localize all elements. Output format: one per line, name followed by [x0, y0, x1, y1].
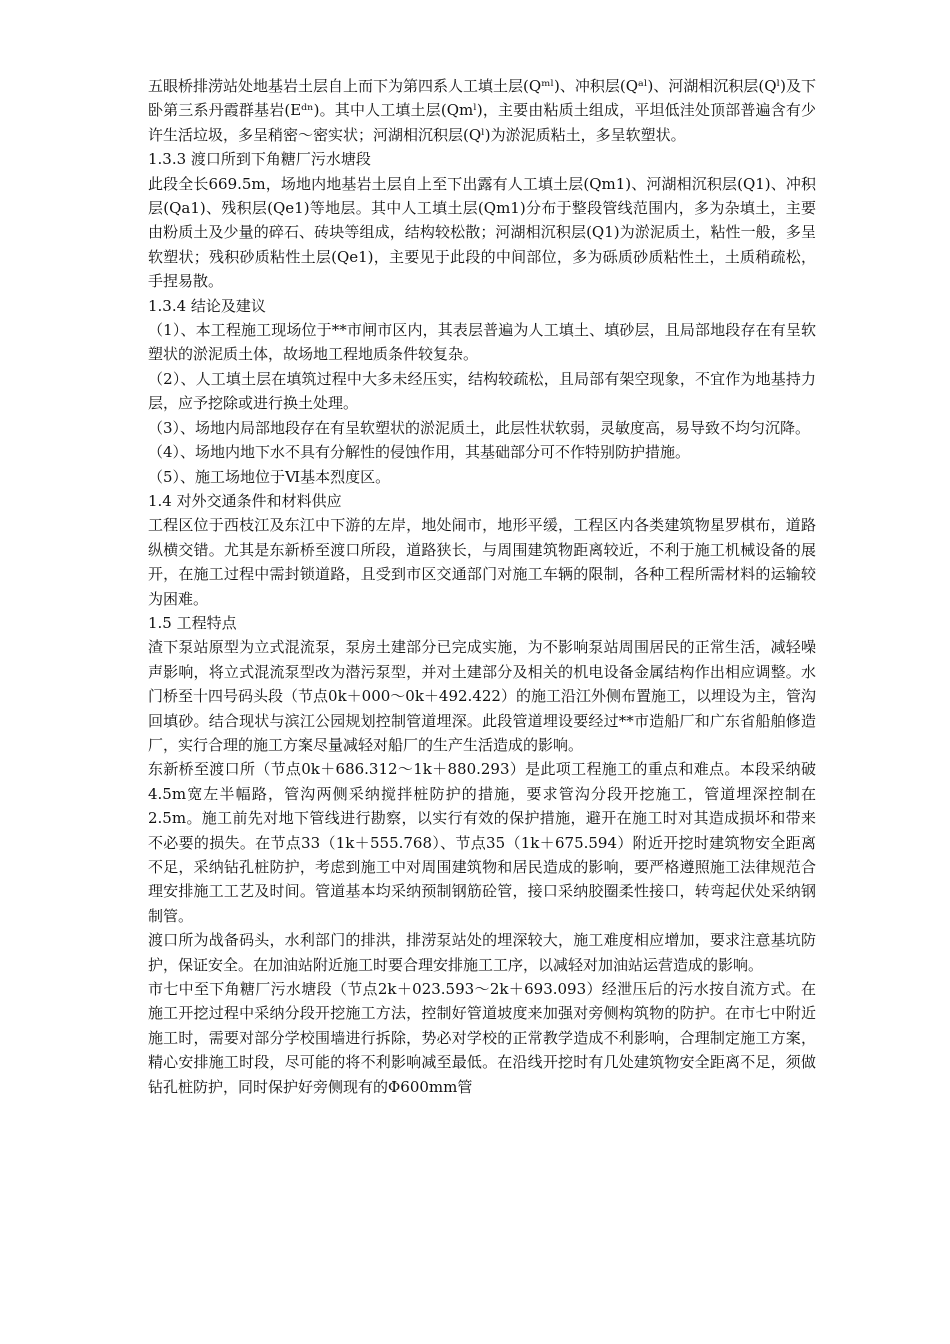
paragraph-pump-station: 渣下泵站原型为立式混流泵，泵房土建部分已完成实施，为不影响泵站周围居民的正常生活，减轻噪声影响，将立式混流泵型改为潜污泵型，并对土建部分及相关的机电设备金属结构作出相应调整。水门桥至十四号码头段（节点0k＋000～0k＋492.422）的施工沿江外侧布置施工，以埋设为主，管沟回填砂。结合现状与滨江公园规划控制管道埋深。此段管道埋设要经过**市造船厂和广东省船舶修造厂，实行合理的施工方案尽量减轻对船厂的生产生活造成的影响。	[148, 638, 816, 754]
conclusion-item-1: （1）、本工程施工现场位于**市闸市区内，其表层普遍为人工填土、填砂层，且局部地段存在有呈软塑状的淤泥质土体，故场地工程地质条件较复杂。	[148, 321, 816, 364]
conclusion-item-3: （3）、场地内局部地段存在有呈软塑状的淤泥质土，此层性状软弱，灵敏度高，易导致不均匀沉降。	[148, 418, 811, 437]
conclusion-item-4: （4）、场地内地下水不具有分解性的侵蚀作用，其基础部分可不作特别防护措施。	[148, 443, 691, 462]
paragraph-dongxinqiao: 东新桥至渡口所（节点0k＋686.312～1k＋880.293）是此项工程施工的重点和难点。本段采纳破4.5m宽左半幅路，管沟两侧采纳搅拌桩防护的措施，要求管沟分段开挖施工，管道埋深控制在2.5m。施工前先对地下管线进行勘察，以实行有效的保护措施，避开在施工时对其造成损坏和带来不必要的损失。在节点33（1k＋555.768）、节点35（1k＋675.594）附近开挖时建筑物安全距离不足，采纳钻孔桩防护，考虑到施工中对周围建筑物和居民造成的影响，要严格遵照施工法律规范合理安排施工工艺及时间。管道基本均采纳预制钢筋砼管，接口采纳胶圈柔性接口，转弯起伏处采纳钢制管。	[148, 760, 816, 925]
paragraph-dukousuo-segment: 此段全长669.5m，场地内地基岩土层自上至下出露有人工填土层(Qm1)、河湖相沉积层(Q1)、冲积层(Qa1)、残积层(Qe1)等地层。其中人工填土层(Qm1)分布于整段管线范围内，多为杂填土，主要由粉质土及少量的碎石、砖块等组成，结构较松散；河湖相沉积层(Q1)为淤泥质土，粘性一般，多呈软塑状；残积砂质粘性土层(Qe1)，主要见于此段的中间部位，多为砾质砂质粘性土，土质稍疏松，手捏易散。	[148, 174, 816, 291]
paragraph-shiqizhong: 市七中至下角糖厂污水塘段（节点2k＋023.593～2k＋693.093）经泄压后的污水按自流方式。在施工开挖过程中采纳分段开挖施工方法，控制好管道坡度来加强对旁侧构筑物的防护。在市七中附近施工时，需要对部分学校围墙进行拆除，势必对学校的正常教学造成不利影响，合理制定施工方案，精心安排施工时段，尽可能的将不利影响减至最低。在沿线开挖时有几处建筑物安全距离不足，须做钻孔桩防护，同时保护好旁侧现有的Φ600mm管	[148, 980, 816, 1096]
conclusion-item-2: （2）、人工填土层在填筑过程中大多未经压实，结构较疏松，且局部有架空现象，不宜作为地基持力层，应予挖除或进行换土处理。	[148, 369, 816, 413]
paragraph-wuyanqiao-geology: 五眼桥排涝站处地基岩土层自上而下为第四系人工填土层(Qᵐˡ)、冲积层(Qᵃˡ)、河湖相沉积层(Qˡ)及下卧第三系丹霞群基岩(Eᵈⁿ)。其中人工填土层(Qmˡ)，主要由粘质土组成，平坦低洼处顶部普遍含有少许生活垃圾，多呈稍密～密实状；河湖相沉积层(Qˡ)为淤泥质粘土，多呈软塑状。	[148, 77, 816, 144]
section-heading-1-3-3: 1.3.3 渡口所到下角糖厂污水塘段	[148, 150, 371, 169]
section-heading-1-3-4: 1.3.4 结论及建议	[148, 296, 266, 315]
section-heading-1-5: 1.5 工程特点	[148, 613, 237, 632]
paragraph-transport: 工程区位于西枝江及东江中下游的左岸，地处闹市，地形平缓，工程区内各类建筑物星罗棋布，道路纵横交错。尤其是东新桥至渡口所段，道路狭长，与周围建筑物距离较近，不利于施工机械设备的展开，在施工过程中需封锁道路，且受到市区交通部门对施工车辆的限制，各种工程所需材料的运输较为困难。	[148, 516, 816, 608]
document-page	[148, 74, 816, 1099]
paragraph-dukousuo-wharf: 渡口所为战备码头，水利部门的排洪，排涝泵站处的埋深较大，施工难度相应增加，要求注意基坑防护，保证安全。在加油站附近施工时要合理安排施工工序，以减轻对加油站运营造成的影响。	[148, 931, 816, 974]
section-heading-1-4: 1.4 对外交通条件和材料供应	[148, 491, 342, 510]
conclusion-item-5: （5）、施工场地位于Ⅵ基本烈度区。	[148, 467, 391, 486]
